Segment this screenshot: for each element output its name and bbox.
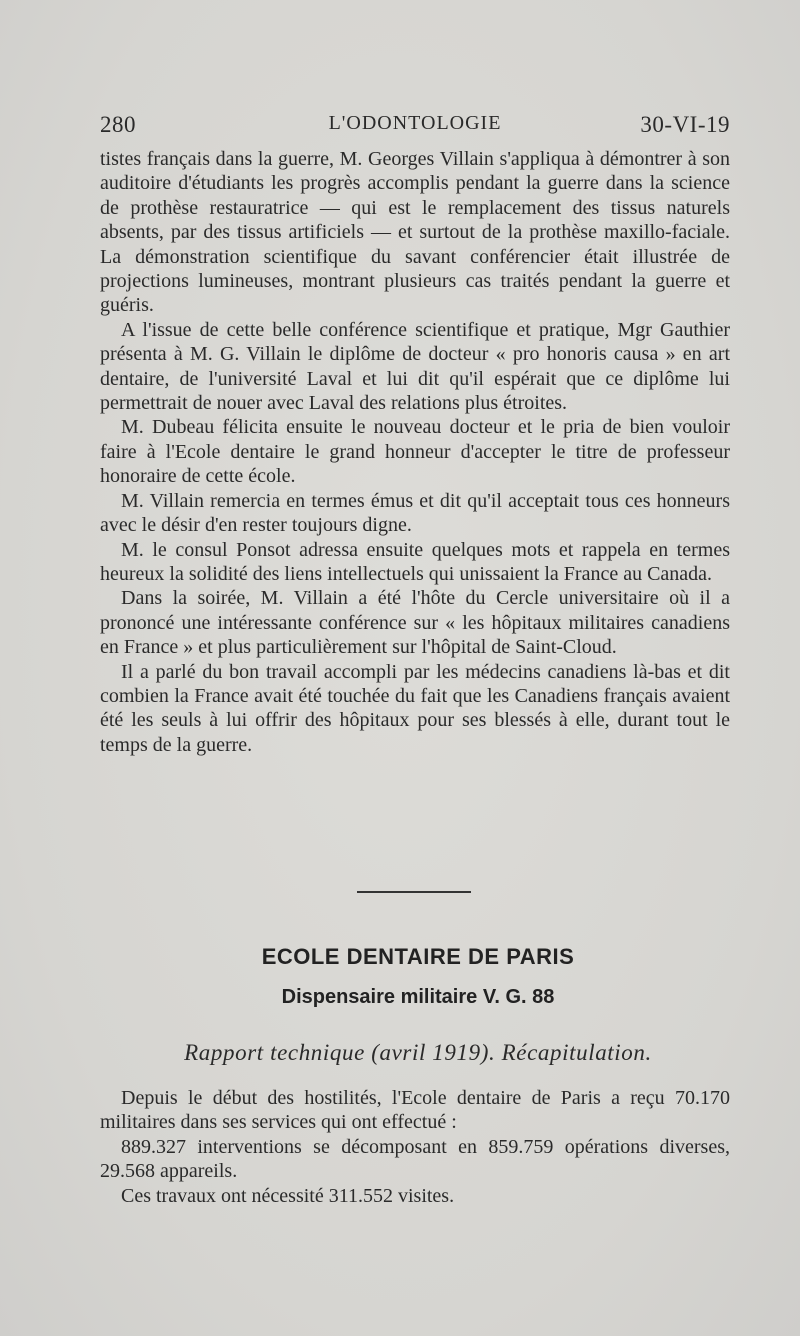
running-header	[100, 112, 730, 142]
paragraph: Ces travaux ont nécessité 311.552 visites.	[121, 1184, 455, 1207]
issue-date: 30-VI-19	[640, 112, 730, 137]
paragraph: A l'issue de cette belle conférence scientifique et pratique, Mgr Gauthier présenta à M. G. Villain le diplôme de docteur « pro honoris causa » en art dentaire, de l'université Laval et lui dit qu'il espérait que ce diplôme lui permettrait de nouer avec Laval des relations plus étroites.	[100, 318, 730, 415]
section-heading: ECOLE DENTAIRE DE PARIS	[261, 944, 575, 969]
paragraph: Dans la soirée, M. Villain a été l'hôte du Cercle universitaire où il a prononcé une intéressante conférence sur « les hôpitaux militaires canadiens en France » et plus particulièrement sur l'hôpital de Saint-Cloud.	[100, 587, 730, 659]
report-body	[100, 1086, 730, 1208]
article-body	[100, 147, 730, 757]
section-divider	[357, 891, 471, 893]
report-title: Rapport technique (avril 1919). Récapitulation.	[184, 1040, 652, 1065]
paragraph: tistes français dans la guerre, M. Georges Villain s'appliqua à démontrer à son auditoire d'étudiants les progrès accomplis pendant la guerre dans la science de prothèse restauratrice — qui est le remplacement des tissus naturels absents, par des tissus artificiels — et surtout de la prothèse maxillo-faciale. La démonstration scientifique du savant conférencier était illustrée de projections lumineuses, montrant plusieurs cas traités pendant la guerre et guéris.	[100, 148, 730, 317]
paragraph: M. Dubeau félicita ensuite le nouveau docteur et le pria de bien vouloir faire à l'Ecole dentaire le grand honneur d'accepter le titre de professeur honoraire de cette école.	[100, 416, 730, 488]
paragraph: 889.327 interventions se décomposant en 859.759 opérations diverses, 29.568 appareils.	[100, 1135, 730, 1183]
page-number: 280	[100, 112, 136, 137]
paragraph: Il a parlé du bon travail accompli par les médecins canadiens là-bas et dit combien la France avait été touchée du fait que les Canadiens français avaient été les seuls à lui offrir des hôpitaux pour ses blessés à elle, durant tout le temps de la guerre.	[100, 660, 730, 756]
paragraph: M. le consul Ponsot adressa ensuite quelques mots et rappela en termes heureux la solidité des liens intellectuels qui unissaient la France au Canada.	[100, 538, 730, 585]
paragraph: Depuis le début des hostilités, l'Ecole dentaire de Paris a reçu 70.170 militaires dans ses services qui ont effectué :	[100, 1087, 730, 1134]
section-subheading: Dispensaire militaire V. G. 88	[281, 986, 555, 1008]
paragraph: M. Villain remercia en termes émus et dit qu'il acceptait tous ces honneurs avec le désir d'en rester toujours digne.	[100, 489, 730, 537]
running-title: L'ODONTOLOGIE	[328, 112, 502, 134]
